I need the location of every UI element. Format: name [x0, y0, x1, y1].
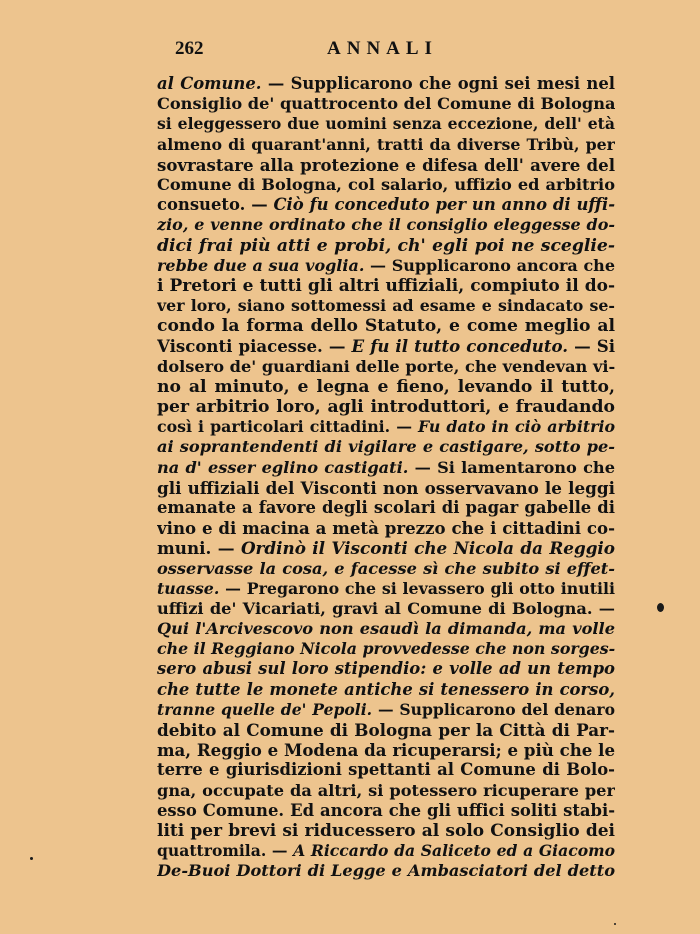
text-line [157, 437, 615, 457]
text-line [157, 740, 615, 760]
italic-text: ai soprantendenti di vigilare e castigare, sotto pe- [157, 437, 615, 457]
text-line [157, 659, 615, 679]
italic-text: sero abusi sul loro stipendio: e volle ad un tempo [157, 659, 615, 679]
text-line [157, 720, 615, 740]
text-segment: esso Comune. Ed ancora che gli uffici soliti stabi- [157, 800, 615, 820]
italic-text: al Comune. [157, 74, 262, 93]
ink-speck [657, 603, 664, 612]
text-line [157, 296, 615, 316]
text-line [157, 114, 615, 134]
text-line [157, 155, 615, 175]
text-segment: ver loro, siano sottomessi ad esame e sindacato se- [157, 296, 615, 316]
text-line [157, 619, 615, 639]
text-line [157, 579, 615, 599]
italic-text: zio, e venne ordinato che il consiglio eleggesse do- [157, 215, 615, 235]
text-line [157, 801, 615, 821]
italic-text: dici frai più atti e probi, ch' egli poi ne sceglie- [157, 235, 615, 256]
text-segment: per arbitrio loro, agli introduttori, e fraudando [157, 397, 615, 417]
text-segment: condo la forma dello Statuto, e come meglio al [157, 316, 615, 337]
text-segment: dolsero de' guardiani delle porte, che vendevan vi- [157, 356, 615, 376]
text-segment: emanate a favore degli scolari di pagar gabelle di [157, 497, 615, 517]
text-line [157, 559, 615, 579]
text-segment: liti per brevi si riducessero al solo Consiglio dei [157, 820, 615, 841]
ink-speck [614, 923, 616, 925]
text-segment: debito al Comune di Bologna per la Città di Par- [157, 720, 615, 740]
text-segment: uffizi de' Vicariati, gravi al Comune di Bologna. — [157, 598, 615, 618]
text-segment: — Pregarono che si levassero gli otto inutili [219, 578, 615, 598]
text-segment: terre e giurisdizioni spettanti al Comune di Bolo- [157, 760, 615, 780]
text-segment: — Supplicarono ancora che [364, 255, 615, 275]
text-line [157, 336, 615, 356]
text-segment: consueto. — [157, 195, 274, 215]
text-segment: no al minuto, e legna e fieno, levando il tutto, [157, 376, 615, 397]
text-line [157, 841, 615, 861]
text-segment: Consiglio de' quattrocento del Comune di Bologna [157, 94, 615, 114]
text-line [157, 236, 615, 256]
text-line [157, 538, 615, 558]
text-segment: vino e di macina a metà prezzo che i cittadini co- [157, 518, 615, 539]
italic-text: A Riccardo da Saliceto ed a Giacomo [293, 841, 615, 861]
text-line [157, 680, 615, 700]
text-line [157, 821, 615, 841]
page-header [175, 38, 615, 64]
text-segment: almeno di quarant'anni, tratti da diverse Tribù, per [157, 134, 615, 154]
text-segment: — Si [568, 336, 615, 357]
text-line [157, 256, 615, 276]
text-line [157, 478, 615, 498]
text-line [157, 175, 615, 195]
body-text [157, 74, 615, 882]
text-segment: sovrastare alla protezione e difesa dell' avere del [157, 154, 615, 175]
italic-text: Ordinò il Visconti che Nicola da Reggio [240, 538, 615, 559]
italic-text: Fu dato in ciò arbitrio [418, 417, 615, 437]
text-segment: i Pretori e tutti gli altri uffiziali, compiuto il do- [157, 275, 615, 296]
text-line [157, 215, 615, 235]
text-line [157, 599, 615, 619]
text-line [157, 639, 615, 659]
text-line [157, 861, 615, 881]
text-line [157, 195, 615, 215]
text-segment: Comune di Bologna, col salario, uffizio ed arbitrio [157, 174, 615, 194]
text-segment: così i particolari cittadini. — [157, 417, 418, 437]
text-line [157, 94, 615, 114]
text-line [157, 397, 615, 417]
text-line [157, 417, 615, 437]
text-segment: si eleggessero due uomini senza eccezione, dell' età [157, 114, 615, 134]
text-line [157, 518, 615, 538]
text-segment: — Si lamentarono che [408, 457, 615, 477]
text-line [157, 135, 615, 155]
italic-text: tuasse. [157, 578, 220, 598]
italic-text: tranne quelle de' Pepoli. [157, 699, 373, 719]
text-line [157, 458, 615, 478]
text-line [157, 377, 615, 397]
text-segment: muni. — [157, 538, 241, 559]
text-line [157, 74, 615, 94]
italic-text: Qui l'Arcivescovo non esaudì la dimanda, ma volle [157, 619, 615, 639]
italic-text: E fu il tutto conceduto. [351, 336, 569, 357]
italic-text: osservasse la cosa, e facesse sì che subito si effet- [157, 558, 615, 578]
running-head: ANNALI [327, 38, 438, 59]
text-segment: — Supplicarono che ogni sei mesi nel [261, 74, 615, 93]
text-segment: gli uffiziali del Visconti non osservavano le leggi [157, 477, 615, 498]
text-line [157, 357, 615, 377]
text-line [157, 760, 615, 780]
text-line [157, 700, 615, 720]
text-segment: ma, Reggio e Modena da ricuperarsi; e più che le [157, 740, 615, 761]
italic-text: che tutte le monete antiche si tenessero in corso, [157, 679, 615, 699]
italic-text: Ciò fu conceduto per un anno di uffi- [273, 195, 615, 215]
text-segment: gna, occupate da altri, si potessero ricuperare per [157, 780, 615, 800]
italic-text: che il Reggiano Nicola provvedesse che non sorges- [157, 639, 615, 659]
italic-text: De-Buoi Dottori di Legge e Ambasciatori del detto [157, 861, 615, 881]
text-segment: Visconti piacesse. — [157, 336, 352, 357]
italic-text: rebbe due a sua voglia. [157, 255, 365, 275]
text-segment: quattromila. — [157, 841, 294, 861]
text-line [157, 316, 615, 336]
italic-text: na d' esser eglino castigati. [157, 457, 409, 477]
text-segment: — Supplicarono del denaro [372, 699, 615, 719]
text-line [157, 498, 615, 518]
text-line [157, 781, 615, 801]
page-number: 262 [175, 38, 204, 59]
ink-speck [30, 857, 33, 860]
text-line [157, 276, 615, 296]
